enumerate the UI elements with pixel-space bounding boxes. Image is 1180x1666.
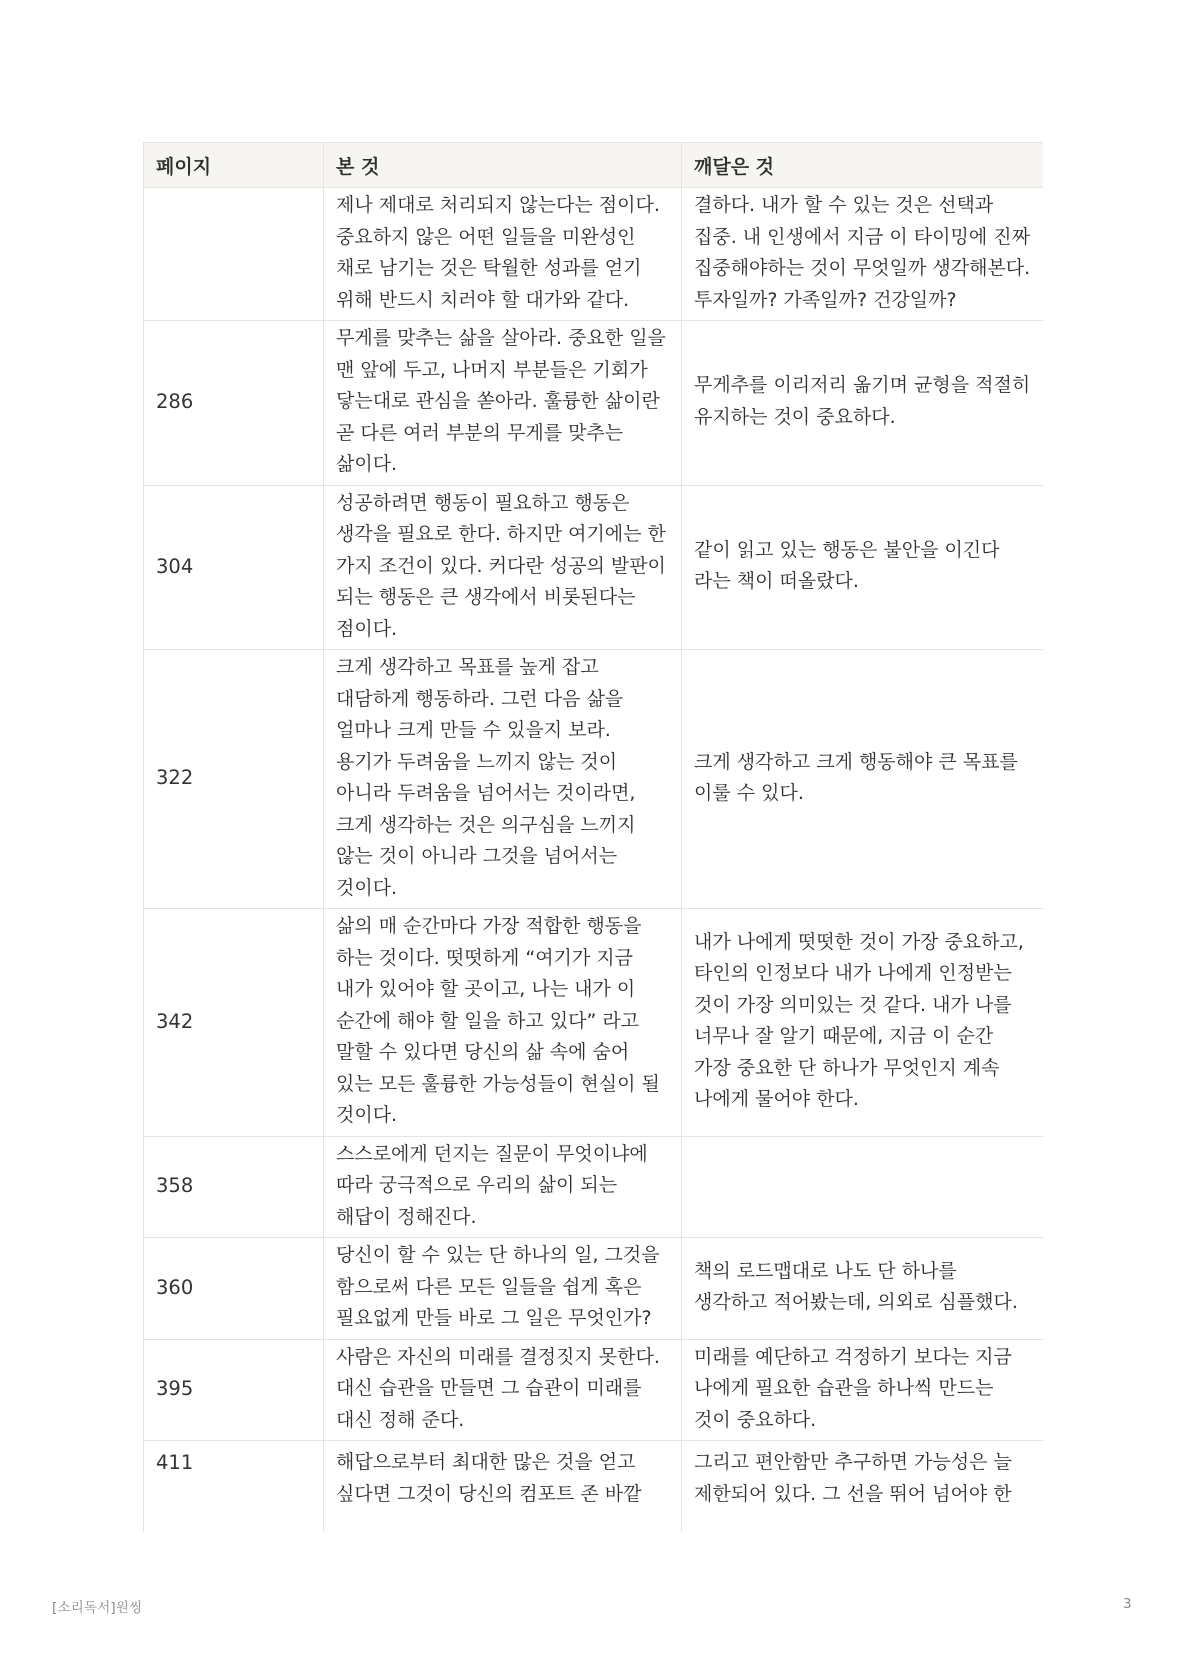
seen-cell: 당신이 할 수 있는 단 하나의 일, 그것을 함으로써 다른 모든 일들을 쉽게 혹은 필요없게 만들 바로 그 일은 무엇인가? [324,1238,682,1340]
page-cell: 342 [144,909,324,1137]
page-number: 3 [1123,1596,1132,1612]
table-row [144,650,1044,909]
realized-cell: 책의 로드맵대로 나도 단 하나를 생각하고 적어봤는데, 의외로 심플했다. [682,1238,1044,1340]
realized-cell [682,1136,1044,1238]
reading-notes-table [143,142,1043,1532]
page-cell: 304 [144,485,324,650]
page-cell: 322 [144,650,324,909]
realized-cell: 크게 생각하고 크게 행동해야 큰 목표를 이룰 수 있다. [682,650,1044,909]
realized-cell: 내가 나에게 떳떳한 것이 가장 중요하고, 타인의 인정보다 내가 나에게 인정받는 것이 가장 의미있는 것 같다. 내가 나를 너무나 잘 알기 때문에, 지금 이 순간 가장 중요한 단 하나가 무엇인지 계속 나에게 물어야 한다. [682,909,1044,1137]
footer-source: [소리독서]원씽 [52,1600,143,1616]
seen-cell: 사람은 자신의 미래를 결정짓지 못한다. 대신 습관을 만들면 그 습관이 미래를 대신 정해 준다. [324,1339,682,1441]
realized-cell: 그리고 편안함만 추구하면 가능성은 늘 제한되어 있다. 그 선을 뛰어 넘어야 한 [682,1441,1044,1533]
seen-cell: 성공하려면 행동이 필요하고 행동은 생각을 필요로 한다. 하지만 여기에는 한 가지 조건이 있다. 커다란 성공의 발판이 되는 행동은 큰 생각에서 비롯된다는 점이다. [324,485,682,650]
table-row [144,1441,1044,1533]
table-header-row [144,143,1044,188]
table-row [144,1238,1044,1340]
table-row [144,1136,1044,1238]
realized-cell: 미래를 예단하고 걱정하기 보다는 지금 나에게 필요한 습관을 하나씩 만드는 것이 중요하다. [682,1339,1044,1441]
header-seen: 본 것 [324,143,682,188]
table-row [144,321,1044,486]
page-cell: 286 [144,321,324,486]
header-realized: 깨달은 것 [682,143,1044,188]
page-cell: 411 [144,1441,324,1533]
reading-notes-table-container [143,142,1043,1532]
table-row [144,188,1044,321]
table-row [144,1339,1044,1441]
seen-cell: 크게 생각하고 목표를 높게 잡고 대담하게 행동하라. 그런 다음 삶을 얼마나 크게 만들 수 있을지 보라. 용기가 두려움을 느끼지 않는 것이 아니라 두려움을 넘어서는 것이라면, 크게 생각하는 것은 의구심을 느끼지 않는 것이 아니라 그것을 넘어서는 것이다. [324,650,682,909]
table-row [144,909,1044,1137]
realized-cell: 같이 읽고 있는 행동은 불안을 이긴다 라는 책이 떠올랐다. [682,485,1044,650]
header-page: 페이지 [144,143,324,188]
seen-cell: 제나 제대로 처리되지 않는다는 점이다. 중요하지 않은 어떤 일들을 미완성인 채로 남기는 것은 탁월한 성과를 얻기 위해 반드시 치러야 할 대가와 같다. [324,188,682,321]
realized-cell: 무게추를 이리저리 옮기며 균형을 적절히 유지하는 것이 중요하다. [682,321,1044,486]
page-cell: 360 [144,1238,324,1340]
seen-cell: 삶의 매 순간마다 가장 적합한 행동을 하는 것이다. 떳떳하게 “여기가 지금 내가 있어야 할 곳이고, 나는 내가 이 순간에 해야 할 일을 하고 있다” 라고 말할 수 있다면 당신의 삶 속에 숨어 있는 모든 훌륭한 가능성들이 현실이 될 것이다. [324,909,682,1137]
table-row [144,485,1044,650]
seen-cell: 스스로에게 던지는 질문이 무엇이냐에 따라 궁극적으로 우리의 삶이 되는 해답이 정해진다. [324,1136,682,1238]
page-cell: 395 [144,1339,324,1441]
seen-cell: 해답으로부터 최대한 많은 것을 얻고 싶다면 그것이 당신의 컴포트 존 바깥 [324,1441,682,1533]
page-cell: 358 [144,1136,324,1238]
page-cell [144,188,324,321]
seen-cell: 무게를 맞추는 삶을 살아라. 중요한 일을 맨 앞에 두고, 나머지 부분들은 기회가 닿는대로 관심을 쏟아라. 훌륭한 삶이란 곧 다른 여러 부분의 무게를 맞추는 삶이다. [324,321,682,486]
realized-cell: 결하다. 내가 할 수 있는 것은 선택과 집중. 내 인생에서 지금 이 타이밍에 진짜 집중해야하는 것이 무엇일까 생각해본다. 투자일까? 가족일까? 건강일까? [682,188,1044,321]
